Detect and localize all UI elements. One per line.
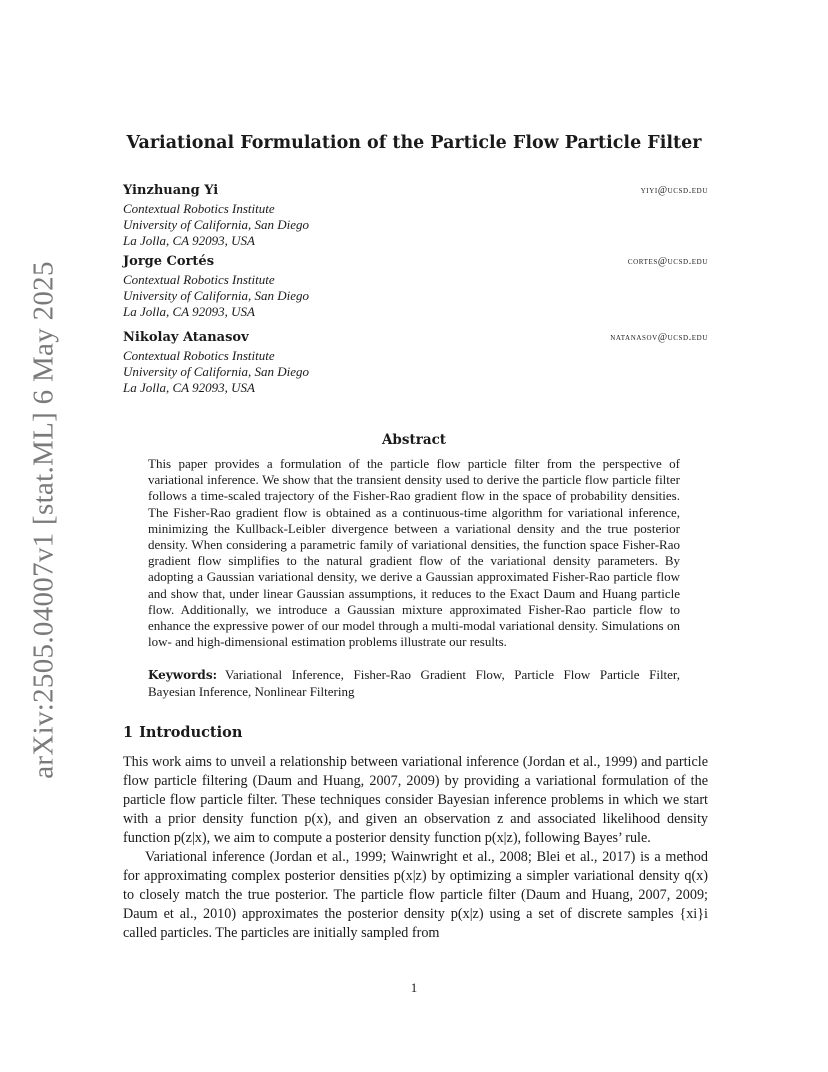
author-affiliation: Contextual Robotics Institute	[123, 201, 275, 216]
keywords-list: Variational Inference, Fisher-Rao Gradient Flow, Particle Flow Particle Filter, Bayesian Inference, Nonlinear Filtering	[148, 667, 680, 699]
abstract-text: This paper provides a formulation of the particle flow particle filter from the perspective of variational inference. We show that the transient density used to derive the particle flow particle filter follows a time-scaled trajectory of the Fisher-Rao gradient flow in the space of probability densities. The Fisher-Rao gradient flow is obtained as a continuous-time algorithm for variational inference, minimizing the Kullback-Leibler divergence between a variational density and the true posterior density. When considering a parametric family of variational densities, the function space Fisher-Rao gradient flow simplifies to the natural gradient flow of the variational density parameters. By adopting a Gaussian variational density, we derive a Gaussian approximated Fisher-Rao particle flow and show that, under linear Gaussian assumptions, it reduces to the Exact Daum and Huang particle flow. Additionally, we introduce a Gaussian mixture approximated Fisher-Rao particle flow to enhance the expressive power of our model through a multi-modal variational density. Simulations on low- and high-dimensional estimation problems illustrate our results.	[148, 456, 680, 650]
author-name: Jorge Cortés	[123, 254, 215, 269]
keywords-label: Keywords:	[148, 668, 218, 682]
section-body	[123, 753, 708, 943]
author-email: natanasov@ucsd.edu	[610, 332, 708, 343]
section-heading	[123, 724, 242, 741]
author-affiliation: University of California, San Diego	[123, 288, 309, 303]
section-number: 1	[123, 724, 134, 741]
author-email: cortes@ucsd.edu	[627, 256, 708, 267]
author-affiliation: La Jolla, CA 92093, USA	[123, 233, 255, 248]
arxiv-identifier: arXiv:2505.04007v1 [stat.ML] 6 May 2025	[27, 261, 60, 779]
page-number: 1	[410, 980, 418, 995]
author-affiliation: University of California, San Diego	[123, 364, 309, 379]
author-block-1	[123, 183, 708, 249]
paragraph: Variational inference (Jordan et al., 1999; Wainwright et al., 2008; Blei et al., 2017) is a method for approximating complex posterior densities p(x|z) by optimizing a simpler variational density q(x) to closely match the true posterior. The particle flow particle filter (Daum and Huang, 2007, 2009; Daum et al., 2010) approximates the posterior density p(x|z) using a set of discrete samples {xi}i called particles. The particles are initially sampled from	[123, 849, 708, 941]
author-affiliation: La Jolla, CA 92093, USA	[123, 380, 255, 395]
author-email: yiyi@ucsd.edu	[640, 185, 708, 196]
author-name: Nikolay Atanasov	[123, 330, 249, 345]
author-name: Yinzhuang Yi	[123, 183, 219, 198]
author-block-3	[123, 330, 708, 396]
abstract-heading: Abstract	[381, 432, 447, 448]
section-title: Introduction	[139, 724, 243, 741]
keywords	[148, 667, 680, 700]
author-affiliation: Contextual Robotics Institute	[123, 272, 275, 287]
author-affiliation: Contextual Robotics Institute	[123, 348, 275, 363]
author-block-2	[123, 254, 708, 320]
paragraph: This work aims to unveil a relationship between variational inference (Jordan et al., 1999) and particle flow particle filtering (Daum and Huang, 2007, 2009) by providing a variational formulation of the particle flow particle filter. These techniques consider Bayesian inference problems in which we start with a prior density function p(x), and given an observation z and associated likelihood density function p(z|x), we aim to compute a posterior density function p(x|z), following Bayes’ rule.	[123, 754, 708, 846]
author-affiliation: La Jolla, CA 92093, USA	[123, 304, 255, 319]
paper-title: Variational Formulation of the Particle Flow Particle Filter	[126, 133, 702, 153]
arxiv-sidebar	[22, 261, 66, 779]
author-affiliation: University of California, San Diego	[123, 217, 309, 232]
